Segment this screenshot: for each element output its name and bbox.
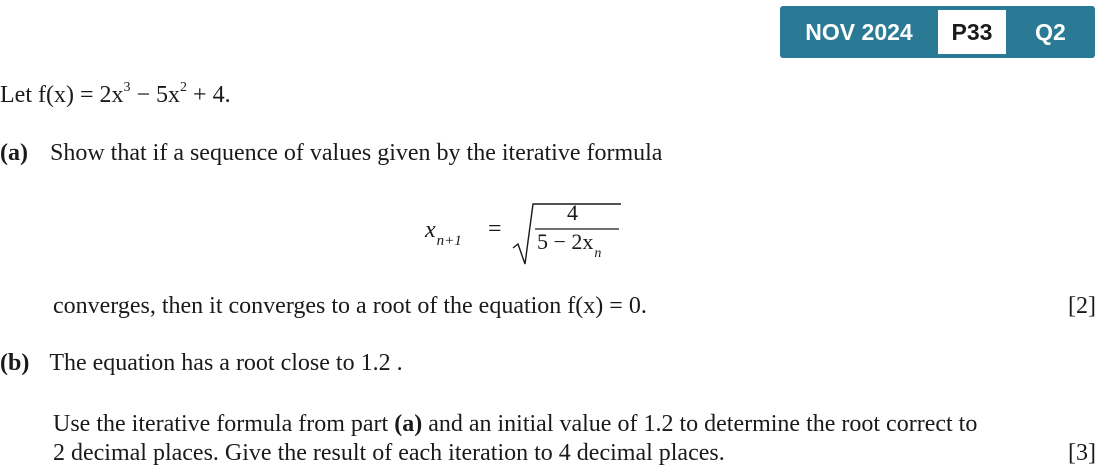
- part-a-conclusion: converges, then it converges to a root of the equation f(x) = 0.: [53, 293, 647, 319]
- formula-lhs-subscript: n+1: [436, 233, 462, 249]
- function-expression: [38, 82, 231, 108]
- exam-reference-badge: [780, 6, 1095, 58]
- part-b-text: The equation has a root close to 1.2 .: [49, 350, 403, 376]
- formula-denominator: [537, 229, 602, 261]
- exam-session-label: NOV 2024: [805, 19, 913, 45]
- intro-prefix: Let: [0, 82, 38, 108]
- function-term-1: f(x) = 2x: [37, 82, 124, 108]
- part-b-label: (b): [0, 350, 30, 376]
- formula-equals: =: [488, 216, 502, 242]
- instruction-part-reference: (a): [394, 411, 423, 437]
- part-a-marks: [2]: [1068, 293, 1096, 319]
- function-term-2: − 5x: [130, 82, 181, 108]
- paper-code-label: P33: [938, 10, 1006, 54]
- question-number-label: Q2: [1035, 19, 1066, 45]
- function-term-3: + 4.: [187, 82, 231, 108]
- formula-lhs-variable: x: [425, 217, 436, 243]
- function-definition: [0, 80, 231, 108]
- part-b-marks: [3]: [1068, 440, 1096, 466]
- exponent-3: 3: [123, 80, 131, 95]
- formula-denominator-subscript: n: [594, 246, 602, 261]
- part-a-text: Show that if a sequence of values given by the iterative formula: [49, 140, 663, 166]
- part-b-instruction-line-1: [53, 412, 977, 436]
- iterative-formula: [425, 200, 625, 270]
- part-a-prompt: [0, 141, 662, 165]
- exponent-2: 2: [180, 80, 188, 95]
- instruction-text-start: Use the iterative formula from part: [53, 411, 395, 437]
- instruction-text-end: and an initial value of 1.2 to determine the root correct to: [422, 411, 978, 437]
- formula-numerator: 4: [567, 200, 578, 225]
- part-b-prompt: [0, 351, 403, 375]
- part-b-instruction-line-2: 2 decimal places. Give the result of each iteration to 4 decimal places.: [53, 440, 725, 466]
- part-a-label: (a): [0, 140, 28, 166]
- formula-denominator-text: 5 − 2x: [537, 229, 594, 254]
